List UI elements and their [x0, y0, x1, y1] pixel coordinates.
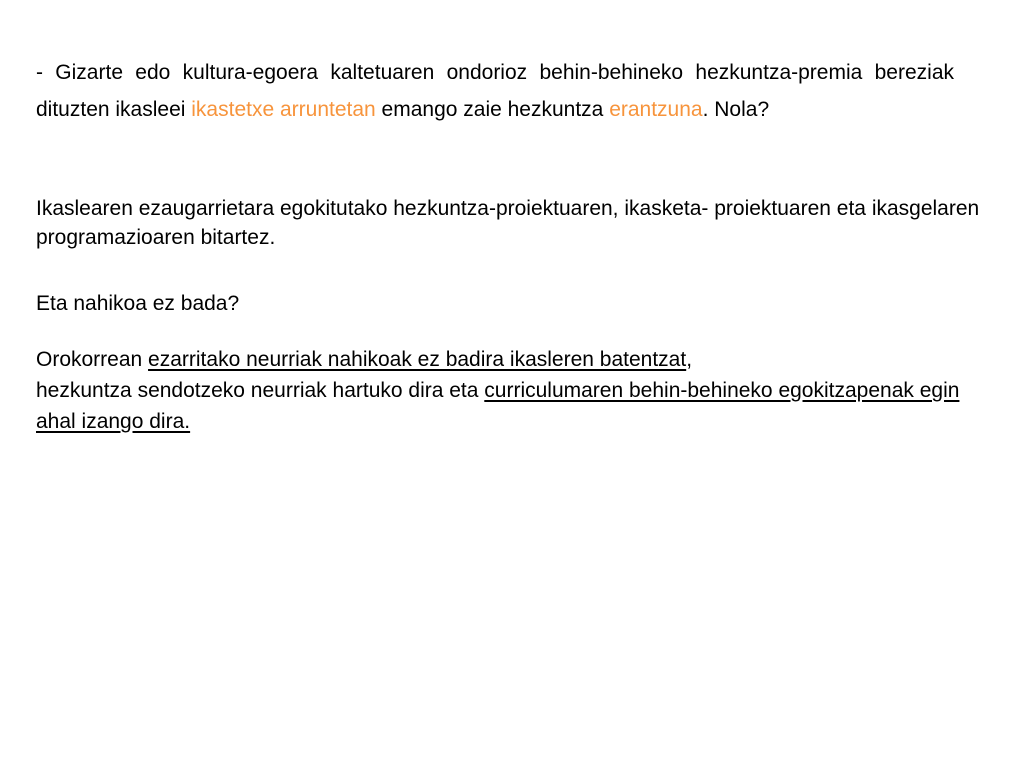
measures-text-part1: Orokorrean	[36, 348, 149, 371]
paragraph-measures	[36, 344, 976, 437]
paragraph-answer	[36, 194, 1016, 252]
paragraph-question	[36, 289, 936, 318]
question-text: Eta nahikoa ez bada?	[36, 292, 240, 315]
measures-underline-curriculum: curriculumaren behin-behineko egokitzapenak egin ahal izango dira.	[36, 379, 960, 433]
intro-highlight-ikastetxe: ikastetxe arruntetan	[191, 98, 376, 121]
intro-highlight-erantzuna: erantzuna	[609, 98, 703, 121]
intro-text-part3: . Nola?	[702, 98, 770, 121]
measures-underline-neurriak: ezarritako neurriak nahikoak ez badira ikasleren batentzat	[148, 348, 687, 371]
measures-text-part2: ,	[686, 348, 693, 371]
answer-text: Ikaslearen ezaugarrietara egokitutako hezkuntza-proiektuaren, ikasketa- proiektuaren eta ikasgelaren programazioaren bitartez.	[36, 197, 980, 249]
intro-text-part2: emango zaie hezkuntza	[375, 98, 610, 121]
paragraph-intro	[36, 54, 954, 128]
measures-text-part3: hezkuntza sendotzeko neurriak hartuko dira eta	[36, 379, 485, 402]
intro-text-part1: - Gizarte edo kultura-egoera kaltetuaren ondorioz behin-behineko hezkuntza-premia bereziak dituzten ikasleei	[36, 61, 954, 121]
